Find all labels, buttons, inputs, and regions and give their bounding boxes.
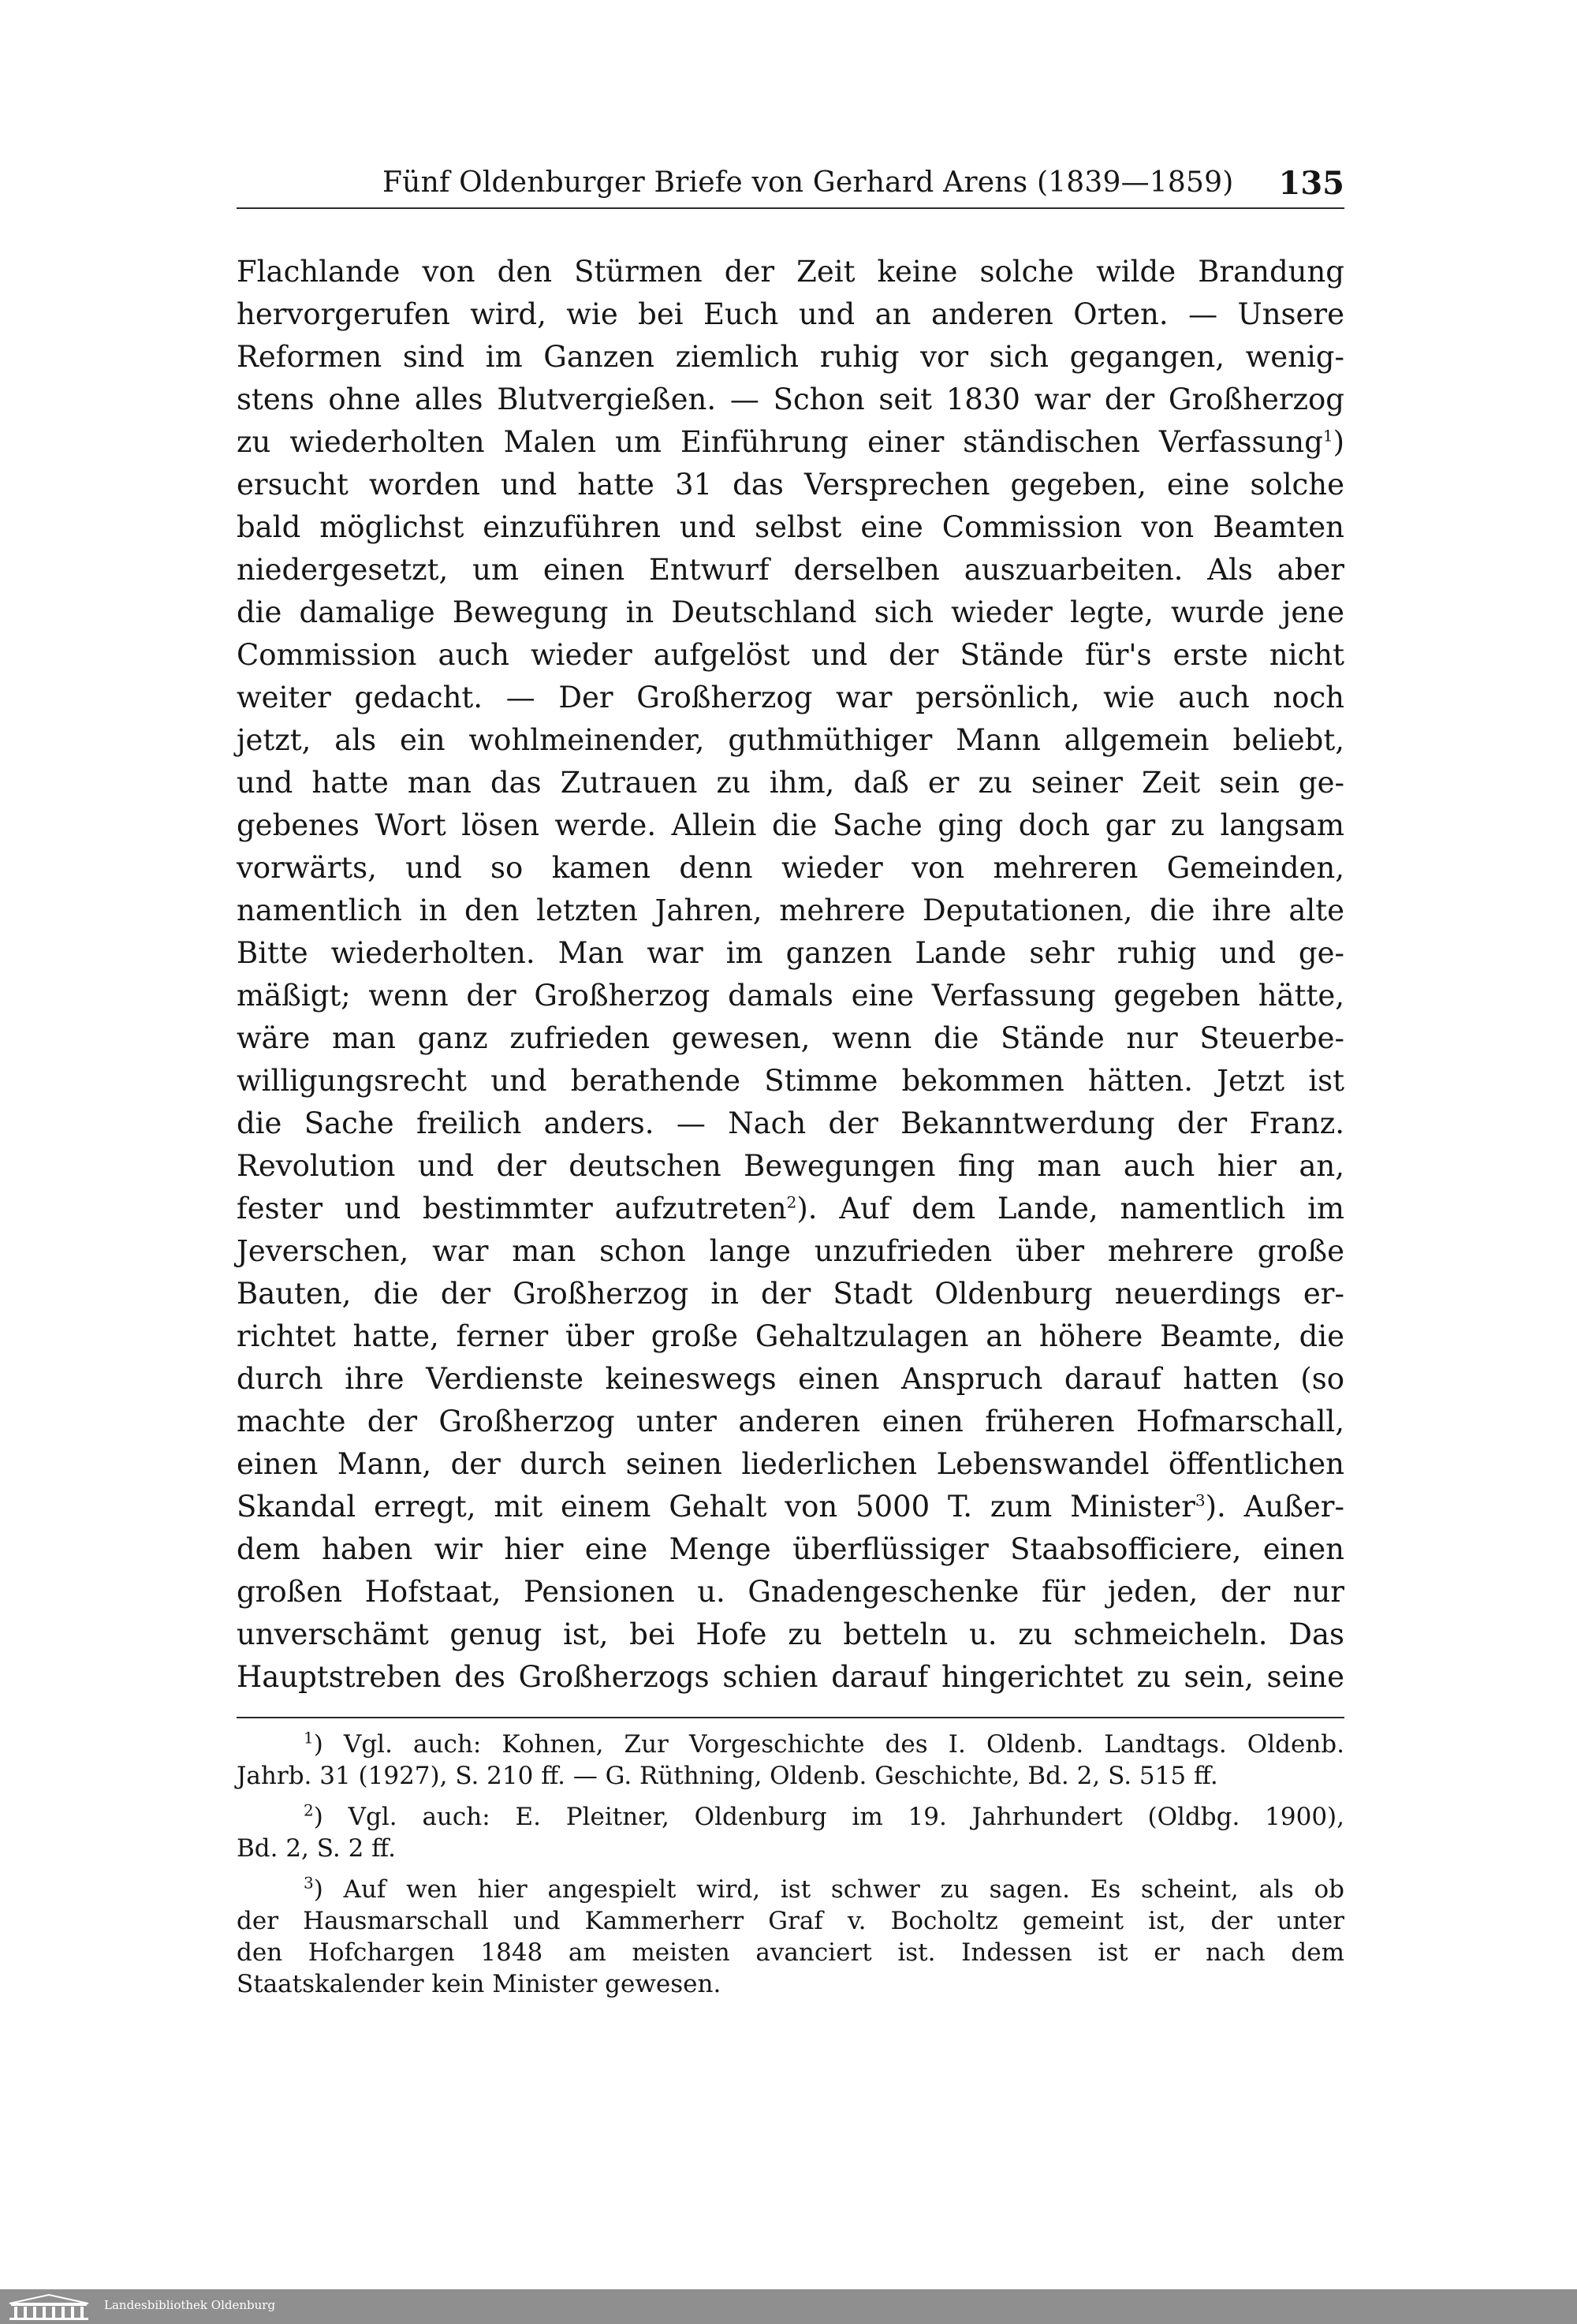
body-line bbox=[237, 506, 1344, 549]
body-line-text: durch ihre Verdienste keineswegs einen Anspruch darauf hatten (so bbox=[237, 1362, 1344, 1396]
footnote-gap bbox=[237, 1864, 1344, 1874]
body-line-text: Reformen sind im Ganzen ziemlich ruhig vor sich gegangen, wenig- bbox=[237, 340, 1344, 374]
body-line-text: ersucht worden und hatte 31 das Versprechen gegeben, eine solche bbox=[237, 468, 1344, 502]
footnote-line bbox=[237, 1905, 1344, 1937]
footnotes bbox=[237, 1729, 1344, 2000]
body-line bbox=[237, 1486, 1344, 1528]
body-line bbox=[237, 1060, 1344, 1102]
body-line bbox=[237, 591, 1344, 634]
running-title: Fünf Oldenburger Briefe von Gerhard Arens (1839—1859) bbox=[382, 166, 1234, 199]
body-line bbox=[237, 1273, 1344, 1315]
footnote-text: den Hofchargen 1848 am meisten avanciert ist. Indessen ist er nach dem bbox=[237, 1938, 1344, 1967]
body-line bbox=[237, 1613, 1344, 1656]
footnote-line bbox=[237, 1729, 1344, 1760]
body-line-text: einen Mann, der durch seinen liederlichen Lebenswandel öffentlichen bbox=[237, 1447, 1344, 1481]
body-line bbox=[237, 719, 1344, 762]
footnote-text: Staatskalender kein Minister gewesen. bbox=[237, 1970, 721, 1998]
body-line-text: und hatte man das Zutrauen zu ihm, daß er zu seiner Zeit sein ge- bbox=[237, 766, 1344, 800]
body-line bbox=[237, 634, 1344, 677]
footnote-line bbox=[237, 1801, 1344, 1833]
body-line bbox=[237, 1145, 1344, 1188]
body-line-text: gebenes Wort lösen werde. Allein die Sache ging doch gar zu langsam bbox=[237, 808, 1344, 842]
body-line bbox=[237, 293, 1344, 336]
body-line bbox=[237, 762, 1344, 804]
body-line bbox=[237, 890, 1344, 932]
body-line-text: stens ohne alles Blutvergießen. — Schon seit 1830 war der Großherzog bbox=[237, 382, 1344, 416]
body-line bbox=[237, 1188, 1344, 1230]
body-line-text: mäßigt; wenn der Großherzog damals eine Verfassung gegeben hätte, bbox=[237, 979, 1344, 1013]
body-line bbox=[237, 1102, 1344, 1145]
body-line bbox=[237, 932, 1344, 975]
body-line-text: Bitte wiederholten. Man war im ganzen Lande sehr ruhig und ge- bbox=[237, 936, 1344, 970]
footnote-divider bbox=[237, 1717, 1344, 1718]
footnote-gap bbox=[237, 1792, 1344, 1801]
body-line-continuation: ) bbox=[1333, 425, 1344, 459]
body-line-continuation: ). Auf dem Lande, namentlich im bbox=[796, 1192, 1345, 1225]
body-line bbox=[237, 1315, 1344, 1358]
library-name: Landesbibliothek Oldenburg bbox=[104, 2298, 276, 2312]
footnote-marker: 1 bbox=[304, 1728, 314, 1748]
footnote-line bbox=[237, 1760, 1344, 1792]
body-line bbox=[237, 464, 1344, 506]
footnote-line bbox=[237, 1937, 1344, 1968]
body-line bbox=[237, 1017, 1344, 1060]
body-text bbox=[237, 251, 1344, 1699]
body-line bbox=[237, 1358, 1344, 1401]
footnote-text: ) Vgl. auch: E. Pleitner, Oldenburg im 19. Jahrhundert (Oldbg. 1900), bbox=[313, 1803, 1344, 1831]
body-line-continuation: ). Außer- bbox=[1205, 1490, 1344, 1524]
body-line bbox=[237, 421, 1344, 464]
footnote-text: Jahrb. 31 (1927), S. 210 ff. — G. Rüthning, Oldenb. Geschichte, Bd. 2, S. 515 ff. bbox=[237, 1762, 1218, 1790]
body-line bbox=[237, 1230, 1344, 1273]
body-line-text: namentlich in den letzten Jahren, mehrere Deputationen, die ihre alte bbox=[237, 893, 1344, 927]
body-line-text: Commission auch wieder aufgelöst und der Stände für's erste nicht bbox=[237, 638, 1344, 672]
body-line-text: Jeverschen, war man schon lange unzufrieden über mehrere große bbox=[237, 1234, 1344, 1268]
library-building-icon bbox=[3, 2292, 95, 2321]
body-line bbox=[237, 1528, 1344, 1571]
body-line-text: niedergesetzt, um einen Entwurf derselben auszuarbeiten. Als aber bbox=[237, 553, 1344, 587]
body-line-text: dem haben wir hier eine Menge überflüssiger Staabsofficiere, einen bbox=[237, 1532, 1344, 1566]
library-watermark-bar bbox=[0, 2289, 1577, 2324]
body-line-text: willigungsrecht und berathende Stimme bekommen hätten. Jetzt ist bbox=[237, 1064, 1344, 1098]
body-line bbox=[237, 677, 1344, 719]
footnote-line bbox=[237, 1968, 1344, 2000]
page-header bbox=[237, 162, 1344, 207]
body-line-text: richtet hatte, ferner über große Gehaltzulagen an höhere Beamte, die bbox=[237, 1319, 1344, 1353]
body-line bbox=[237, 1656, 1344, 1699]
body-line bbox=[237, 1571, 1344, 1613]
footnote-reference: 1 bbox=[1322, 426, 1333, 446]
footnote-text: ) Auf wen hier angespielt wird, ist schwer zu sagen. Es scheint, als ob bbox=[313, 1875, 1344, 1904]
body-line-text: weiter gedacht. — Der Großherzog war persönlich, wie auch noch bbox=[237, 681, 1344, 714]
body-line-text: unverschämt genug ist, bei Hofe zu betteln u. zu schmeicheln. Das bbox=[237, 1617, 1344, 1651]
footnote-text: Bd. 2, S. 2 ff. bbox=[237, 1834, 396, 1863]
body-line-text: jetzt, als ein wohlmeinender, guthmüthiger Mann allgemein beliebt, bbox=[237, 723, 1344, 757]
body-line-text: machte der Großherzog unter anderen einen früheren Hofmarschall, bbox=[237, 1404, 1344, 1438]
header-divider bbox=[237, 207, 1344, 209]
footnote-line bbox=[237, 1874, 1344, 1905]
footnote-text: der Hausmarschall und Kammerherr Graf v. Bocholtz gemeint ist, der unter bbox=[237, 1907, 1344, 1935]
footnote-line bbox=[237, 1833, 1344, 1864]
body-line bbox=[237, 1401, 1344, 1443]
body-line-text: hervorgerufen wird, wie bei Euch und an anderen Orten. — Unsere bbox=[237, 297, 1344, 331]
body-line-text: die Sache freilich anders. — Nach der Bekanntwerdung der Franz. bbox=[237, 1106, 1344, 1140]
page-number: 135 bbox=[1278, 165, 1344, 202]
body-line-text: die damalige Bewegung in Deutschland sich wieder legte, wurde jene bbox=[237, 595, 1344, 629]
body-line-text: Skandal erregt, mit einem Gehalt von 5000 T. zum Minister bbox=[237, 1490, 1195, 1524]
body-line bbox=[237, 251, 1344, 293]
body-line-text: Flachlande von den Stürmen der Zeit keine solche wilde Brandung bbox=[237, 255, 1344, 289]
body-line-text: Hauptstreben des Großherzogs schien darauf hingerichtet zu sein, seine bbox=[237, 1660, 1344, 1694]
body-line-text: Bauten, die der Großherzog in der Stadt Oldenburg neuerdings er- bbox=[237, 1277, 1344, 1311]
footnote-reference: 2 bbox=[786, 1192, 797, 1212]
body-line bbox=[237, 847, 1344, 890]
body-line-text: vorwärts, und so kamen denn wieder von mehreren Gemeinden, bbox=[237, 851, 1344, 885]
body-line-text: fester und bestimmter aufzutreten bbox=[237, 1192, 787, 1225]
body-line-text: bald möglichst einzuführen und selbst eine Commission von Beamten bbox=[237, 510, 1344, 544]
footnote-text: ) Vgl. auch: Kohnen, Zur Vorgeschichte des I. Oldenb. Landtags. Oldenb. bbox=[313, 1730, 1344, 1759]
footnote-marker: 3 bbox=[304, 1873, 314, 1893]
body-line-text: Revolution und der deutschen Bewegungen fing man auch hier an, bbox=[237, 1149, 1344, 1183]
body-line-text: wäre man ganz zufrieden gewesen, wenn die Stände nur Steuerbe- bbox=[237, 1021, 1344, 1055]
body-line bbox=[237, 379, 1344, 421]
body-line bbox=[237, 975, 1344, 1017]
body-line bbox=[237, 1443, 1344, 1486]
body-line bbox=[237, 336, 1344, 379]
body-line bbox=[237, 549, 1344, 591]
footnote-marker: 2 bbox=[304, 1800, 314, 1820]
body-line bbox=[237, 804, 1344, 847]
body-line-text: großen Hofstaat, Pensionen u. Gnadengeschenke für jeden, der nur bbox=[237, 1575, 1344, 1609]
footnote-reference: 3 bbox=[1195, 1490, 1206, 1510]
body-line-text: zu wiederholten Malen um Einführung einer ständischen Verfassung bbox=[237, 425, 1323, 459]
